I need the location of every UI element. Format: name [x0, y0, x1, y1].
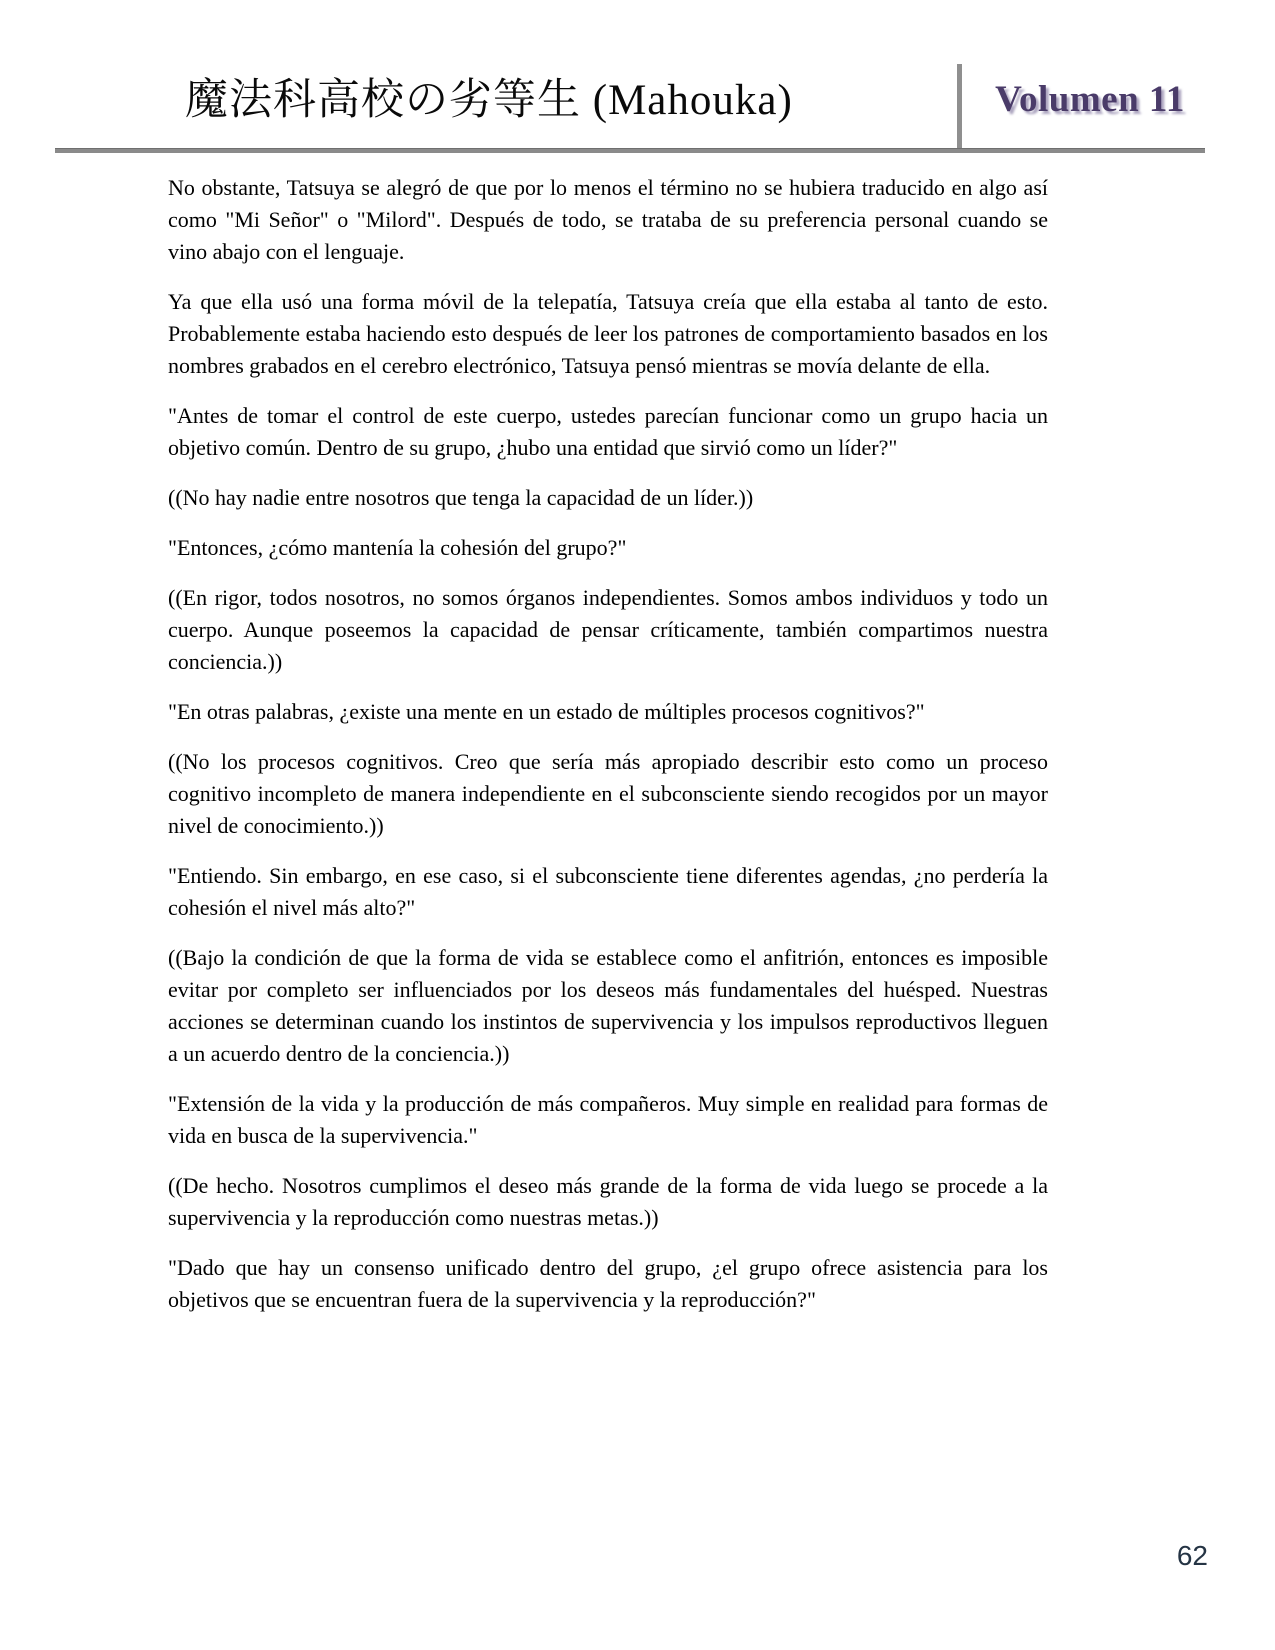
volume-label: Volumen 11 [995, 79, 1185, 120]
page-number: 62 [1176, 1540, 1208, 1571]
paragraph: ((No los procesos cognitivos. Creo que sería más apropiado describir esto como un proceso cognitivo incompleto de manera independiente en el subconsciente siendo recogidos por un mayor nivel de conocimiento.)) [168, 749, 1048, 838]
paragraph: "Dado que hay un consenso unificado dentro del grupo, ¿el grupo ofrece asistencia para los objetivos que se encuentran fuera de la supervivencia y la reproducción?" [168, 1255, 1048, 1312]
paragraph: No obstante, Tatsuya se alegró de que por lo menos el término no se hubiera traducido en algo así como "Mi Señor" o "Milord". Después de todo, se trataba de su preferencia personal cuando se vino abajo con el lenguaje. [168, 175, 1048, 264]
paragraph: ((En rigor, todos nosotros, no somos órganos independientes. Somos ambos individuos y todo un cuerpo. Aunque poseemos la capacidad de pensar críticamente, también compartimos nuestra conciencia.)) [168, 585, 1048, 674]
paragraph: ((No hay nadie entre nosotros que tenga la capacidad de un líder.)) [168, 485, 754, 510]
paragraph: "En otras palabras, ¿existe una mente en un estado de múltiples procesos cognitivos?" [168, 699, 925, 724]
paragraph: "Entonces, ¿cómo mantenía la cohesión del grupo?" [168, 535, 627, 560]
paragraph: Ya que ella usó una forma móvil de la telepatía, Tatsuya creía que ella estaba al tanto de esto. Probablemente estaba haciendo esto después de leer los patrones de comportamiento basados en los nombres grabados en el cerebro electrónico, Tatsuya pensó mientras se movía delante de ella. [168, 289, 1048, 378]
page-body [168, 172, 1048, 1334]
paragraph: ((Bajo la condición de que la forma de vida se establece como el anfitrión, entonces es imposible evitar por completo ser influenciados por los deseos más fundamentales del huésped. Nuestras acciones se determinan cuando los instintos de supervivencia y los impulsos reproductivos lleguen a un acuerdo dentro de la conciencia.)) [168, 945, 1048, 1066]
header-rule [55, 148, 1205, 153]
paragraph: "Extensión de la vida y la producción de más compañeros. Muy simple en realidad para formas de vida en busca de la supervivencia." [168, 1091, 1048, 1148]
paragraph: "Antes de tomar el control de este cuerpo, ustedes parecían funcionar como un grupo hacia un objetivo común. Dentro de su grupo, ¿hubo una entidad que sirvió como un líder?" [168, 403, 1048, 460]
paragraph: "Entiendo. Sin embargo, en ese caso, si el subconsciente tiene diferentes agendas, ¿no perdería la cohesión el nivel más alto?" [168, 863, 1048, 920]
series-title: 魔法科高校の劣等生 (Mahouka) [185, 77, 793, 124]
header-divider [957, 64, 962, 153]
paragraph: ((De hecho. Nosotros cumplimos el deseo más grande de la forma de vida luego se procede a la supervivencia y la reproducción como nuestras metas.)) [168, 1173, 1048, 1230]
